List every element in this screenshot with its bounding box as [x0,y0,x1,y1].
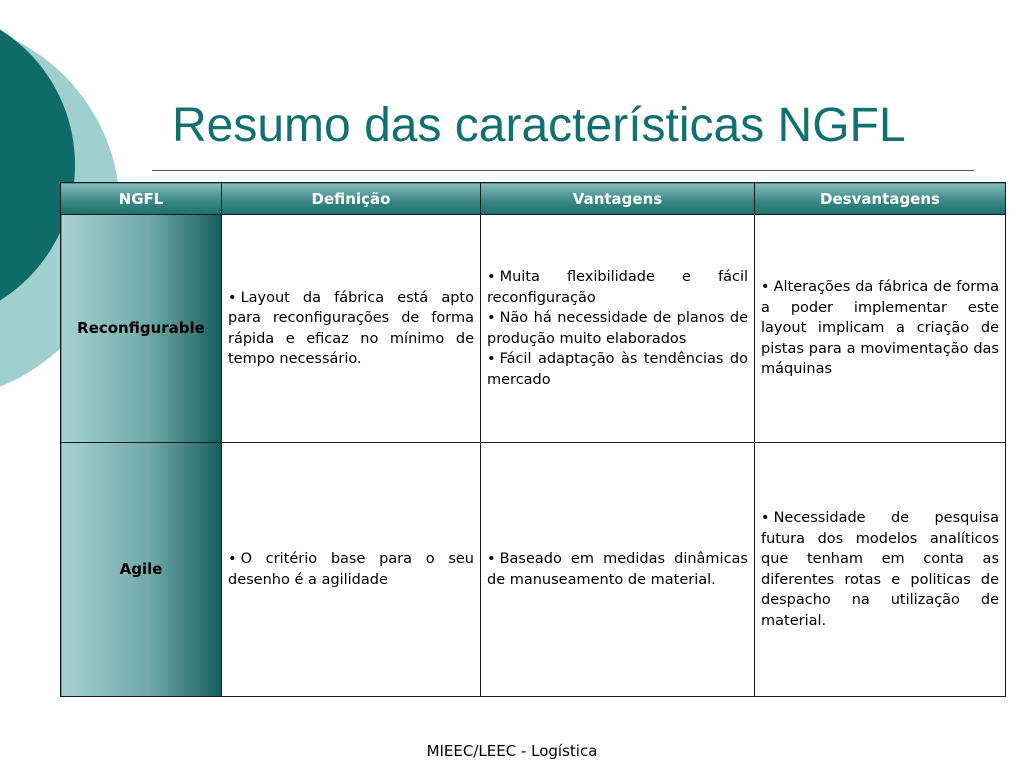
cell-desvantagens-reconfigurable [755,215,1006,443]
bullet-item: • Necessidade de pesquisa futura dos modelos analíticos que tenham em conta as diferentes rotas e politicas de despacho na utilização de material. [761,508,999,631]
bullet-item: • Não há necessidade de planos de produção muito elaborados [487,308,748,349]
slide-title: Resumo das características NGFL [172,99,906,152]
cell-vantagens-agile [481,443,755,697]
bullet-item: • Layout da fábrica está apto para reconfigurações de forma rápida e eficaz no mínimo de tempo necessário. [228,288,474,370]
cell-definicao-agile [222,443,481,697]
table-row-agile [61,443,1006,697]
table-row-reconfigurable [61,215,1006,443]
cell-vantagens-reconfigurable [481,215,755,443]
bullet-item: • O critério base para o seu desenho é a agilidade [228,549,474,590]
ngfl-summary-table [60,182,1006,697]
title-divider [152,170,974,171]
bullet-item: • Alterações da fábrica de forma a poder implementar este layout implicam a criação de pistas para a movimentação das máquinas [761,277,999,380]
bullet-item: • Muita flexibilidade e fácil reconfiguração [487,267,748,308]
bullet-item: • Fácil adaptação às tendências do mercado [487,349,748,390]
cell-desvantagens-agile [755,443,1006,697]
column-header-desvantagens: Desvantagens [755,183,1006,215]
column-header-definicao: Definição [222,183,481,215]
slide-footer: MIEEC/LEEC - Logística [426,742,598,760]
row-label-reconfigurable: Reconfigurable [61,215,222,443]
column-header-vantagens: Vantagens [481,183,755,215]
cell-definicao-reconfigurable [222,215,481,443]
row-label-agile: Agile [61,443,222,697]
column-header-ngfl: NGFL [61,183,222,215]
bullet-item: • Baseado em medidas dinâmicas de manuseamento de material. [487,549,748,590]
table-header-row [61,183,1006,215]
